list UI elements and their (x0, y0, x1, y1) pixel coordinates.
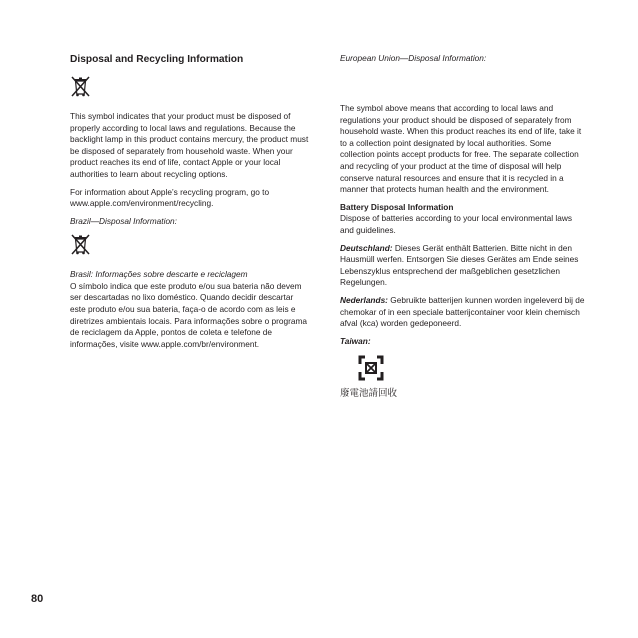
taiwan-label: Taiwan: (340, 335, 371, 346)
disposal-paragraph: This symbol indicates that your product must be disposed of properly according to local laws and regulations. Because the backlight lamp in this product contains mercury, the product must be disposed of separately from household waste. When your product reaches its end of life, contact Apple or your local authorities to learn about recycling options. (70, 111, 309, 179)
germany-text: Dieses Gerät enthält Batterien. Bitte nicht in den Hausmüll werfen. Entsorgen Sie dieses Gerätes am Ende seines Lebenszyklus entsprechend der maßgeblichen gesetzlichen Regelungen. (340, 242, 579, 288)
page-number: 80 (31, 593, 44, 605)
brazil-paragraph: O símbolo indica que este produto e/ou sua bateria não devem ser descartadas no lixo doméstico. Quando decidir descartar este produto e/ou sua bateria, faça-o de acordo com as leis e diretrizes ambientais locais. Para informações sobre o programa de reciclagem da Apple, pontos de coleta e telefone de informações, visite www.apple.com/br/environment. (70, 280, 308, 349)
netherlands-paragraph (340, 295, 585, 330)
taiwan-text: 廢電池請回收 (340, 388, 398, 400)
eu-paragraph: The symbol above means that according to local laws and regulations your product should be disposed of separately from household waste. When this product reaches its end of life, take it to a collection point designated by local authorities. Some collection points accept products for free. The separate collection and recycling of your product at the time of disposal will help conserve natural resources and ensure that it is recycled in a manner that protects human health and the environment. (340, 103, 582, 195)
battery-title: Battery Disposal Information (340, 201, 454, 212)
taiwan-recycling-icon (357, 354, 385, 382)
brazil-subheading: Brasil: Informações sobre descarte e reciclagem (70, 268, 248, 279)
battery-paragraph: Dispose of batteries according to your local environmental laws and guidelines. (340, 213, 572, 235)
netherlands-label: Nederlands: (340, 294, 388, 305)
brazil-heading: Brazil—Disposal Information: (70, 215, 177, 226)
netherlands-text: Gebruikte batterijen kunnen worden ingeleverd bij de chemokar of in een speciale batterijcontainer voor klein chemisch afval (kca) worden gedeponeerd. (340, 294, 585, 329)
crossed-bin-icon-brazil (70, 233, 91, 259)
crossed-bin-icon (70, 75, 91, 101)
eu-heading: European Union—Disposal Information: (340, 53, 487, 63)
right-column (340, 53, 585, 406)
germany-label: Deutschland: (340, 242, 393, 253)
disposal-title: Disposal and Recycling Information (70, 54, 244, 65)
recycling-program-paragraph: For information about Apple’s recycling program, go to www.apple.com/environment/recycling. (70, 186, 270, 209)
left-column (70, 53, 310, 356)
germany-paragraph (340, 243, 585, 289)
